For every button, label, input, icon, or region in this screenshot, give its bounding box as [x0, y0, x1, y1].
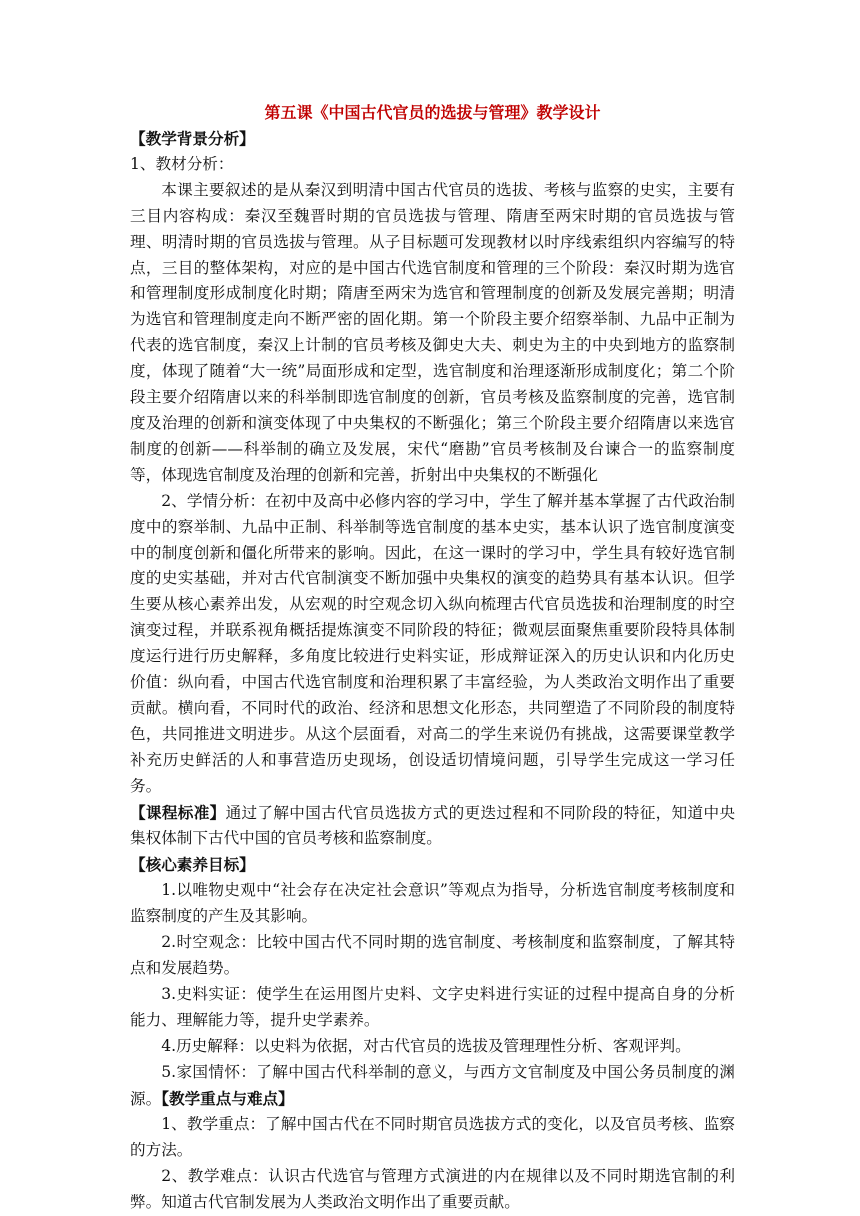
subsection-heading-textbook: 1、教材分析：	[130, 154, 234, 173]
document-title: 第五课《中国古代官员的选拔与管理》教学设计	[264, 103, 601, 122]
curriculum-standard	[130, 800, 735, 853]
section-heading-key-points: 【教学重点与难点】	[161, 1088, 294, 1108]
goal-item: 1.以唯物史观中“社会存在决定社会意识”等观点为指导，分析选官制度考核制度和监察制度的产生及其影响。	[130, 881, 735, 926]
key-point: 1、教学重点：了解中国古代在不同时期官员选拔方式的变化，以及官员考核、监察的方法。	[130, 1115, 735, 1160]
section-heading-background: 【教学背景分析】	[130, 129, 255, 148]
difficulty-point: 2、教学难点：认识古代选官与管理方式演进的内在规律以及不同时期选官制的利弊。知道古代官制发展为人类政治文明作出了重要贡献。	[130, 1167, 735, 1212]
goal-item: 2.时空观念：比较中国古代不同时期的选官制度、考核制度和监察制度，了解其特点和发展趋势。	[130, 933, 735, 977]
paragraph-learner-analysis: 2、学情分析：在初中及高中必修内容的学习中，学生了解并基本掌握了古代政治制度中的察举制、九品中正制、科举制等选官制度的基本史实，基本认识了选官制度演变中的制度创新和僵化所带来的影响。因此，在这一课时的学习中，学生具有较好选官制度的史实基础，并对古代官制演变不断加强中央集权的演变的趋势具有基本认识。但学生要从核心素养出发，从宏观的时空观念切入纵向梳理古代官员选拔和治理制度的时空演变过程，并联系视角概括提炼演变不同阶段的特征；微观层面聚焦重要阶段特具体制度运行进行历史解释，多角度比较进行史料实证，形成辩证深入的历史认识和内化历史价值：纵向看，中国古代选官制度和治理积累了丰富经验，为人类政治文明作出了重要贡献。横向看，不同时代的政治、经济和思想文化形态，共同塑造了不同阶段的制度特色，共同推进文明进步。从这个层面看，对高二的学生来说仍有挑战，这需要课堂教学补充历史鲜活的人和事营造历史现场，创设适切情境问题，引导学生完成这一学习任务。	[130, 491, 735, 795]
section-heading-standard: 【课程标准】	[130, 802, 226, 822]
goal-item: 3.史料实证：使学生在运用图片史料、文字史料进行实证的过程中提高自身的分析能力、理解能力等，提升史学素养。	[130, 984, 735, 1029]
standard-text: 通过了解中国古代官员选拔方式的更迭过程和不同阶段的特征，知道中央集权体制下古代中国的官员考核和监察制度。	[130, 803, 735, 848]
goal-item-with-heading	[130, 1060, 735, 1113]
goal-5: 5.家国情怀：了解中国古代科举制的意义，与西方文官制度及中国公务员制度的渊源。	[130, 1062, 735, 1108]
section-heading-literacy: 【核心素养目标】	[130, 855, 255, 875]
goal-item: 4.历史解释：以史料为依据，对古代官员的选拔及管理理性分析、客观评判。	[161, 1036, 691, 1055]
paragraph-textbook-analysis: 本课主要叙述的是从秦汉到明清中国古代官员的选拔、考核与监察的史实，主要有三目内容构成：秦汉至魏晋时期的官员选拔与管理、隋唐至两宋时期的官员选拔与管理、明清时期的官员选拔与管理。从子目标题可发现教材以时序线索组织内容编写的特点，三目的整体架构，对应的是中国古代选官制度和管理的三个阶段：秦汉时期为选官和管理制度形成制度化时期；隋唐至两宋为选官和管理制度的创新及发展完善期；明清为选官和管理制度走向不断严密的固化期。第一个阶段主要介绍察举制、九品中正制为代表的选官制度，秦汉上计制的官员考核及御史大夫、刺史为主的中央到地方的监察制度，体现了随着“大一统”局面形成和定型，选官制度和治理逐渐形成制度化；第二个阶段主要介绍隋唐以来的科举制即选官制度的创新，官员考核及监察制度的完善，选官制度及治理的创新和演变体现了中央集权的不断强化；第三个阶段主要介绍隋唐以来选官制度的创新——科举制的确立及发展，宋代“磨勘”官员考核制及台谏合一的监察制度等，体现选官制度及治理的创新和完善，折射出中央集权的不断强化	[130, 180, 735, 484]
